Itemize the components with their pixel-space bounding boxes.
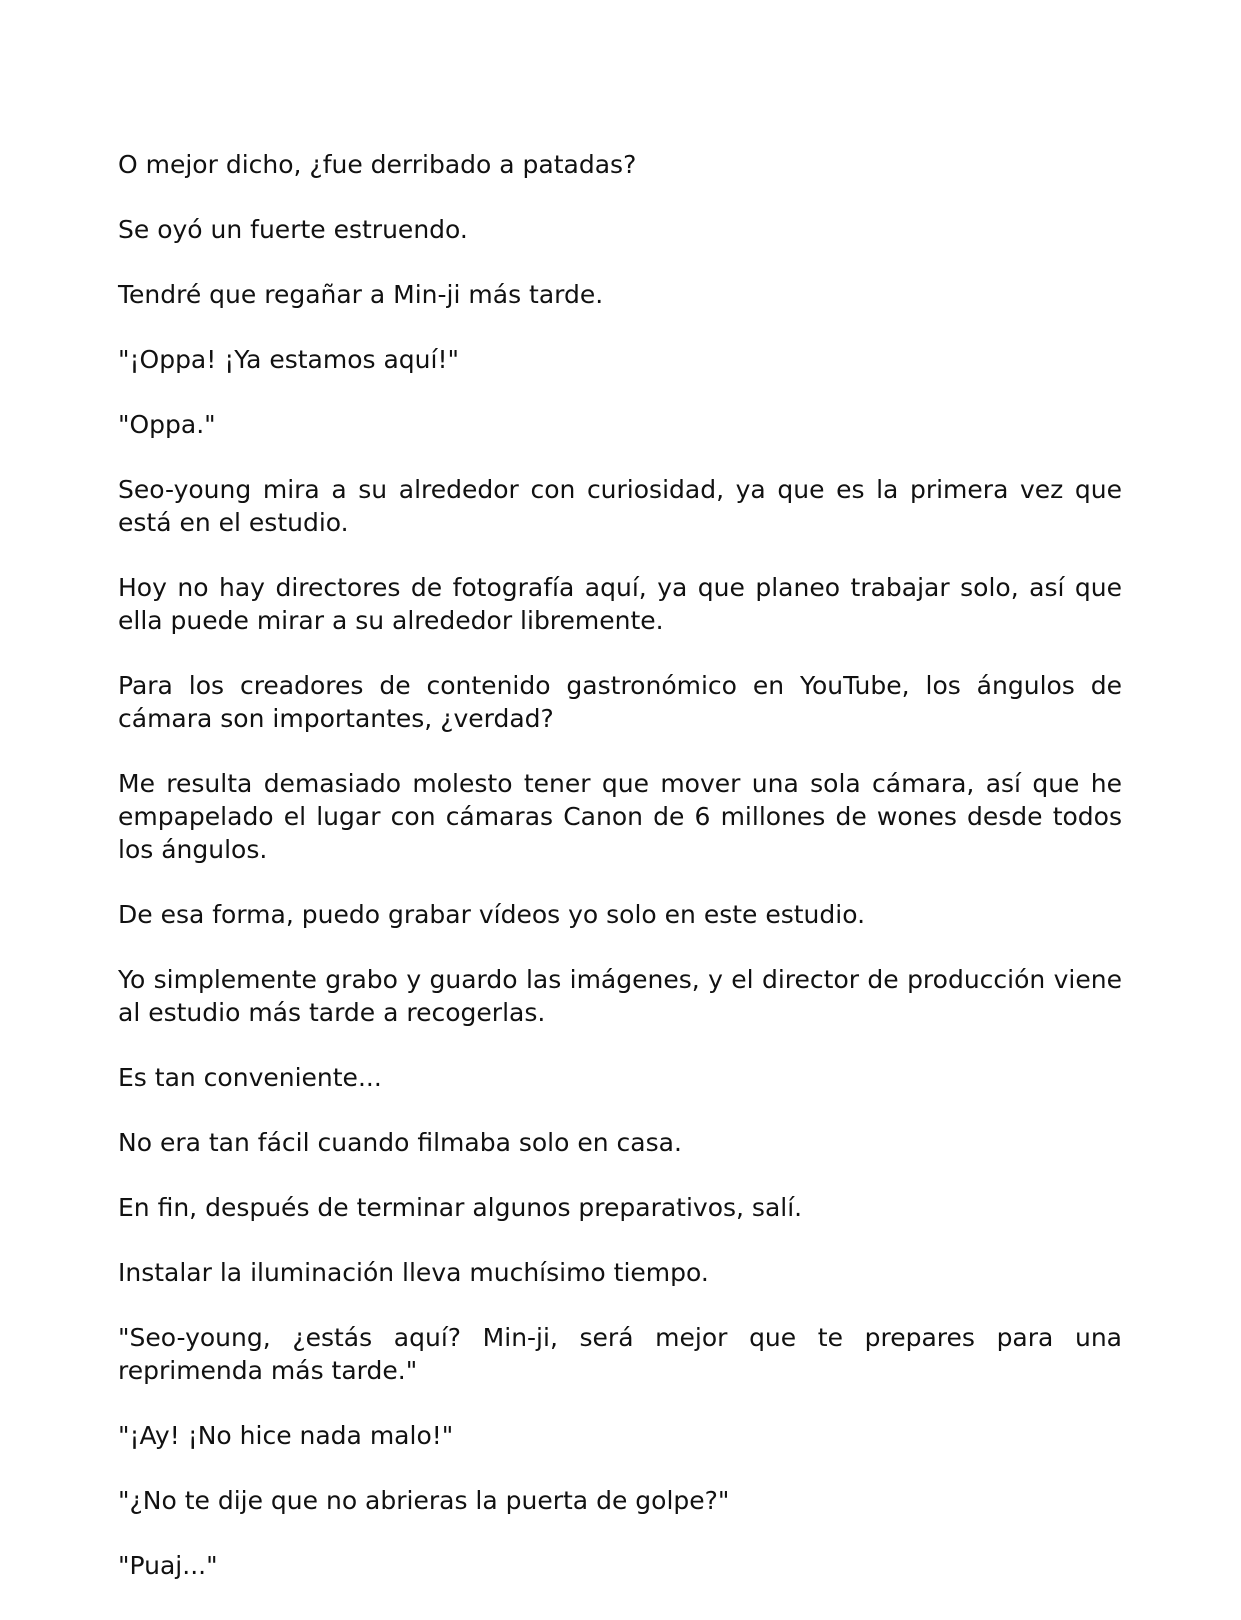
paragraph: Se oyó un fuerte estruendo. (118, 215, 468, 244)
paragraph: Es tan conveniente... (118, 1063, 382, 1092)
paragraph: En fin, después de terminar algunos preparativos, salí. (118, 1193, 803, 1222)
paragraph: Para los creadores de contenido gastronómico en YouTube, los ángulos de cámara son importantes, ¿verdad? (118, 671, 1122, 733)
paragraph: Me resulta demasiado molesto tener que mover una sola cámara, así que he empapelado el lugar con cámaras Canon de 6 millones de wones desde todos los ángulos. (118, 769, 1122, 864)
paragraph: "Seo-young, ¿estás aquí? Min-ji, será mejor que te prepares para una reprimenda más tarde." (118, 1323, 1122, 1385)
paragraph: "¡Ay! ¡No hice nada malo!" (118, 1421, 454, 1450)
paragraph: "¡Oppa! ¡Ya estamos aquí!" (118, 345, 459, 374)
paragraph: Tendré que regañar a Min-ji más tarde. (118, 280, 604, 309)
paragraph: O mejor dicho, ¿fue derribado a patadas? (118, 150, 637, 179)
paragraph: "Oppa." (118, 410, 216, 439)
body-text (118, 148, 1122, 1614)
paragraph: Yo simplemente grabo y guardo las imágenes, y el director de producción viene al estudio más tarde a recogerlas. (118, 965, 1122, 1027)
paragraph: Seo-young mira a su alrededor con curiosidad, ya que es la primera vez que está en el estudio. (118, 475, 1122, 537)
paragraph: De esa forma, puedo grabar vídeos yo solo en este estudio. (118, 900, 866, 929)
paragraph: Hoy no hay directores de fotografía aquí, ya que planeo trabajar solo, así que ella puede mirar a su alrededor libremente. (118, 573, 1122, 635)
paragraph: Instalar la iluminación lleva muchísimo tiempo. (118, 1258, 709, 1287)
paragraph: "Puaj..." (118, 1551, 218, 1580)
paragraph: No era tan fácil cuando filmaba solo en casa. (118, 1128, 682, 1157)
paragraph: "¿No te dije que no abrieras la puerta de golpe?" (118, 1486, 730, 1515)
